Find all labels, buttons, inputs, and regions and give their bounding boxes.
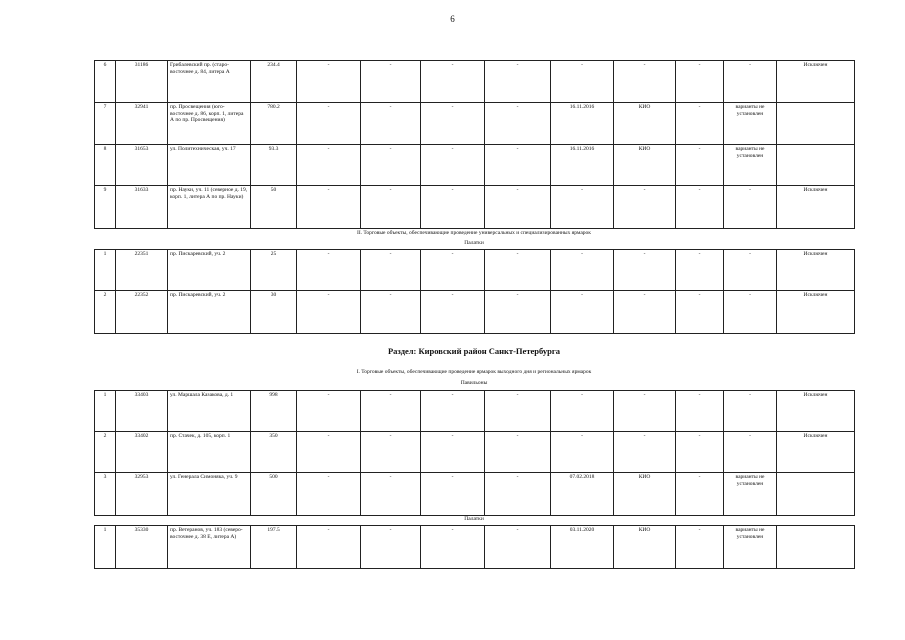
area: 234.4 xyxy=(251,61,297,103)
address: ул. Генерала Симоняка, уч. 9 xyxy=(168,473,251,516)
cell: - xyxy=(361,103,421,145)
cell: - xyxy=(485,291,551,334)
cell: - xyxy=(485,391,551,432)
address: пр. Пискаревский, уч. 2 xyxy=(168,250,251,291)
category-caption: Палатки xyxy=(464,516,484,522)
area: 197.5 xyxy=(251,526,297,569)
status-cell: Исключен xyxy=(777,186,855,229)
address: пр. Науки, уч. 11 (северное д. 19, корп. 1, литера А по пр. Науки) xyxy=(168,186,251,229)
date-cell: - xyxy=(551,61,614,103)
date-cell: 16.11.2016 xyxy=(551,145,614,186)
cell: - xyxy=(421,526,485,569)
cell: - xyxy=(676,526,724,569)
object-id: 22351 xyxy=(116,250,168,291)
cell: - xyxy=(485,61,551,103)
cell: - xyxy=(421,250,485,291)
address: пр. Ветеранов, уч. 183 (северо-восточнее д. 38 Е, литера А) xyxy=(168,526,251,569)
status-cell: Исключен xyxy=(777,250,855,291)
row-number: 8 xyxy=(95,145,116,186)
cell: - xyxy=(485,103,551,145)
object-id: 31633 xyxy=(116,186,168,229)
date-cell: - xyxy=(551,432,614,473)
cell: - xyxy=(361,473,421,516)
cell: - xyxy=(361,250,421,291)
org-cell: - xyxy=(614,250,676,291)
cell: варианты не установлен xyxy=(724,473,777,516)
page-number: 6 xyxy=(450,14,455,24)
row-number: 1 xyxy=(95,250,116,291)
cell: - xyxy=(485,473,551,516)
table-section-1 xyxy=(94,60,855,229)
row-number: 3 xyxy=(95,473,116,516)
subsection-caption: I. Торговые объекты, обеспечивающие проведение ярмарок выходного дня и региональных ярмарок xyxy=(356,369,592,375)
object-id: 22352 xyxy=(116,291,168,334)
address: Грибалевский пр. (старо-восточнее д. 84, литера А xyxy=(168,61,251,103)
object-id: 31186 xyxy=(116,61,168,103)
table-row xyxy=(95,291,855,334)
cell: - xyxy=(297,526,361,569)
cell: - xyxy=(361,432,421,473)
object-id: 32953 xyxy=(116,473,168,516)
cell: - xyxy=(421,432,485,473)
cell: - xyxy=(297,186,361,229)
org-cell: - xyxy=(614,61,676,103)
cell: - xyxy=(421,103,485,145)
row-number: 2 xyxy=(95,291,116,334)
status-cell: Исключен xyxy=(777,432,855,473)
date-cell: - xyxy=(551,291,614,334)
section-title: Раздел: Кировский район Санкт-Петербурга xyxy=(387,346,561,356)
row-number: 6 xyxy=(95,61,116,103)
date-cell: - xyxy=(551,186,614,229)
object-id: 33403 xyxy=(116,391,168,432)
object-id: 31653 xyxy=(116,145,168,186)
org-cell: - xyxy=(614,291,676,334)
cell: - xyxy=(297,145,361,186)
address: пр. Просвещения (юго-восточнее д. 86, корп. 1, литера А по пр. Просвещения) xyxy=(168,103,251,145)
cell: - xyxy=(297,432,361,473)
cell: - xyxy=(676,432,724,473)
area: 50 xyxy=(251,186,297,229)
row-number: 7 xyxy=(95,103,116,145)
date-cell: 16.11.2016 xyxy=(551,103,614,145)
address: ул. Маршала Казакова, д. 1 xyxy=(168,391,251,432)
cell: - xyxy=(297,473,361,516)
area: 998 xyxy=(251,391,297,432)
object-id: 33402 xyxy=(116,432,168,473)
status-cell xyxy=(777,473,855,516)
category-caption: Палатки xyxy=(464,240,484,246)
object-id: 35330 xyxy=(116,526,168,569)
address: пр. Стачек, д. 105, корп. 1 xyxy=(168,432,251,473)
cell: варианты не установлен xyxy=(724,145,777,186)
status-cell xyxy=(777,526,855,569)
object-id: 32941 xyxy=(116,103,168,145)
cell: - xyxy=(676,61,724,103)
area: 25 xyxy=(251,250,297,291)
cell: варианты не установлен xyxy=(724,103,777,145)
org-cell: КИО xyxy=(614,103,676,145)
table-section-2 xyxy=(94,249,855,334)
area: 30 xyxy=(251,291,297,334)
status-cell: Исключен xyxy=(777,391,855,432)
date-cell: - xyxy=(551,250,614,291)
cell: - xyxy=(421,391,485,432)
table-row xyxy=(95,61,855,103)
cell: - xyxy=(676,145,724,186)
cell: - xyxy=(421,145,485,186)
cell: - xyxy=(421,473,485,516)
table-row xyxy=(95,250,855,291)
row-number: 2 xyxy=(95,432,116,473)
table-section-4 xyxy=(94,525,855,569)
table-row xyxy=(95,145,855,186)
cell: - xyxy=(297,391,361,432)
cell: - xyxy=(676,103,724,145)
table-row xyxy=(95,103,855,145)
row-number: 9 xyxy=(95,186,116,229)
status-cell xyxy=(777,145,855,186)
table-row xyxy=(95,391,855,432)
address: пр. Пискаревский, уч. 2 xyxy=(168,291,251,334)
cell: - xyxy=(421,186,485,229)
cell: - xyxy=(485,526,551,569)
row-number: 1 xyxy=(95,526,116,569)
table-row xyxy=(95,526,855,569)
org-cell: - xyxy=(614,186,676,229)
cell: - xyxy=(421,61,485,103)
cell: - xyxy=(724,432,777,473)
table-row xyxy=(95,186,855,229)
cell: - xyxy=(676,291,724,334)
cell: - xyxy=(485,250,551,291)
cell: - xyxy=(361,526,421,569)
org-cell: КИО xyxy=(614,145,676,186)
cell: - xyxy=(724,186,777,229)
org-cell: КИО xyxy=(614,473,676,516)
cell: - xyxy=(724,391,777,432)
cell: - xyxy=(297,291,361,334)
cell: - xyxy=(724,291,777,334)
org-cell: - xyxy=(614,432,676,473)
cell: - xyxy=(297,250,361,291)
cell: - xyxy=(485,145,551,186)
cell: - xyxy=(361,61,421,103)
cell: - xyxy=(676,391,724,432)
status-cell xyxy=(777,103,855,145)
area: 350 xyxy=(251,432,297,473)
address: ул. Политехническая, уч. 17 xyxy=(168,145,251,186)
area: 500 xyxy=(251,473,297,516)
cell: - xyxy=(724,61,777,103)
table-row xyxy=(95,432,855,473)
cell: - xyxy=(676,473,724,516)
area: 93.3 xyxy=(251,145,297,186)
category-caption: Павильоны xyxy=(460,380,488,386)
date-cell: 03.11.2020 xyxy=(551,526,614,569)
cell: - xyxy=(297,61,361,103)
cell: - xyxy=(297,103,361,145)
row-number: 1 xyxy=(95,391,116,432)
status-cell: Исключен xyxy=(777,291,855,334)
cell: - xyxy=(485,432,551,473)
cell: - xyxy=(676,186,724,229)
status-cell: Исключен xyxy=(777,61,855,103)
cell: - xyxy=(485,186,551,229)
cell: - xyxy=(361,145,421,186)
cell: - xyxy=(361,186,421,229)
cell: - xyxy=(361,391,421,432)
date-cell: 07.02.2018 xyxy=(551,473,614,516)
cell: - xyxy=(421,291,485,334)
date-cell: - xyxy=(551,391,614,432)
area: 780.2 xyxy=(251,103,297,145)
table-section-3 xyxy=(94,390,855,516)
cell: - xyxy=(724,250,777,291)
table-row xyxy=(95,473,855,516)
cell: - xyxy=(676,250,724,291)
cell: - xyxy=(361,291,421,334)
cell: варианты не установлен xyxy=(724,526,777,569)
org-cell: - xyxy=(614,391,676,432)
org-cell: КИО xyxy=(614,526,676,569)
subsection-caption: II. Торговые объекты, обеспечивающие проведение универсальных и специализированных ярмарок xyxy=(357,230,591,236)
